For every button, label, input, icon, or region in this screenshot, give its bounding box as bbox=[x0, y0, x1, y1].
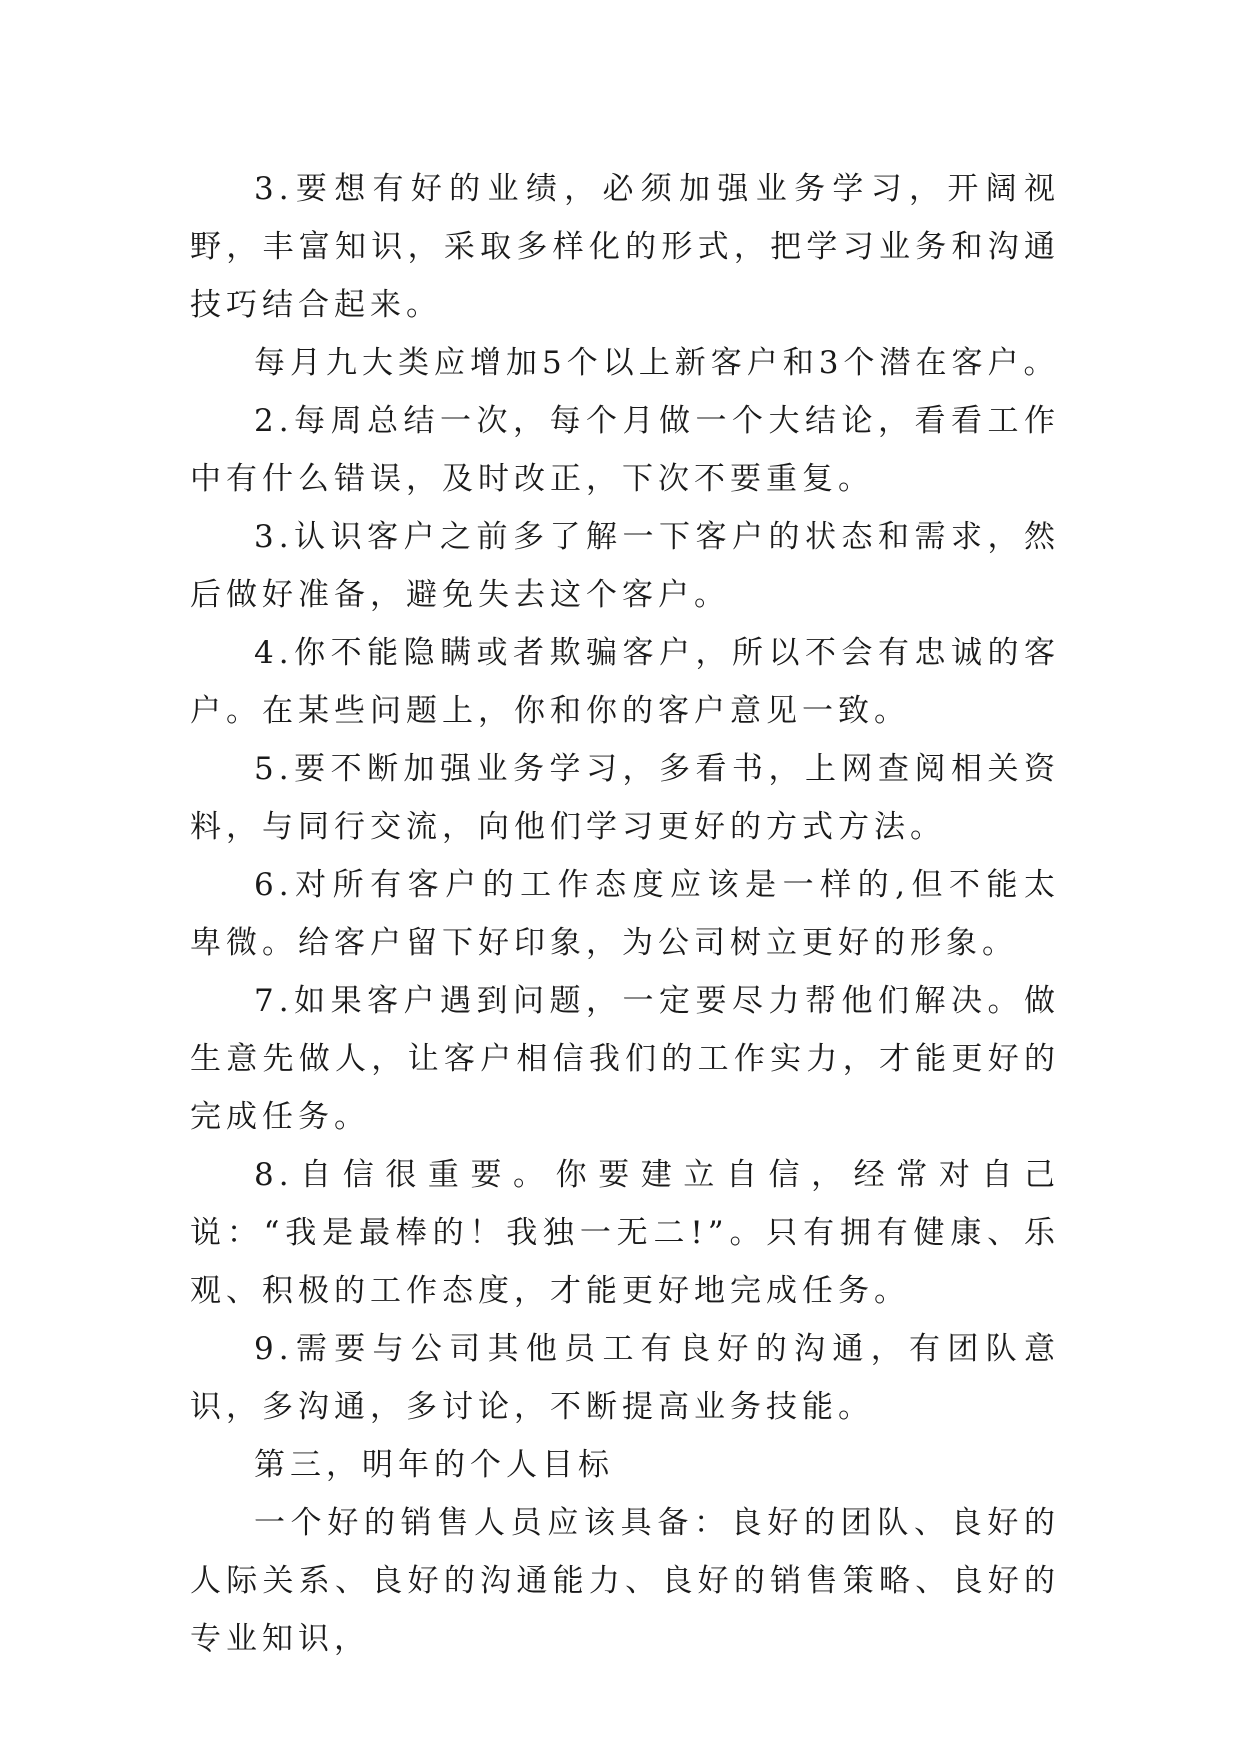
section-heading: 第三，明年的个人目标 bbox=[254, 1447, 614, 1483]
paragraph-9: 8.自信很重要。你要建立自信，经常对自己说：“我是最棒的！我独一无二!”。只有拥有健康、乐观、积极的工作态度，才能更好地完成任务。 bbox=[190, 1157, 1060, 1309]
paragraph-10: 9.需要与公司其他员工有良好的沟通，有团队意识，多沟通，多讨论，不断提高业务技能。 bbox=[190, 1331, 1060, 1425]
document-body bbox=[190, 160, 1060, 1668]
paragraph-6: 5.要不断加强业务学习，多看书，上网查阅相关资料，与同行交流，向他们学习更好的方式方法。 bbox=[190, 751, 1060, 845]
paragraph-3: 2.每周总结一次，每个月做一个大结论，看看工作中有什么错误，及时改正，下次不要重复。 bbox=[190, 403, 1060, 497]
paragraph-11: 一个好的销售人员应该具备：良好的团队、良好的人际关系、良好的沟通能力、良好的销售策略、良好的专业知识， bbox=[190, 1505, 1060, 1657]
paragraph-5: 4.你不能隐瞒或者欺骗客户，所以不会有忠诚的客户。在某些问题上，你和你的客户意见一致。 bbox=[190, 635, 1060, 729]
paragraph-1: 3.要想有好的业绩，必须加强业务学习，开阔视野，丰富知识，采取多样化的形式，把学习业务和沟通技巧结合起来。 bbox=[190, 171, 1060, 323]
paragraph-7: 6.对所有客户的工作态度应该是一样的,但不能太卑微。给客户留下好印象，为公司树立更好的形象。 bbox=[190, 867, 1060, 961]
paragraph-2: 每月九大类应增加5个以上新客户和3个潜在客户。 bbox=[254, 345, 1060, 381]
paragraph-4: 3.认识客户之前多了解一下客户的状态和需求，然后做好准备，避免失去这个客户。 bbox=[190, 519, 1060, 613]
paragraph-8: 7.如果客户遇到问题，一定要尽力帮他们解决。做生意先做人，让客户相信我们的工作实力，才能更好的完成任务。 bbox=[190, 983, 1060, 1135]
